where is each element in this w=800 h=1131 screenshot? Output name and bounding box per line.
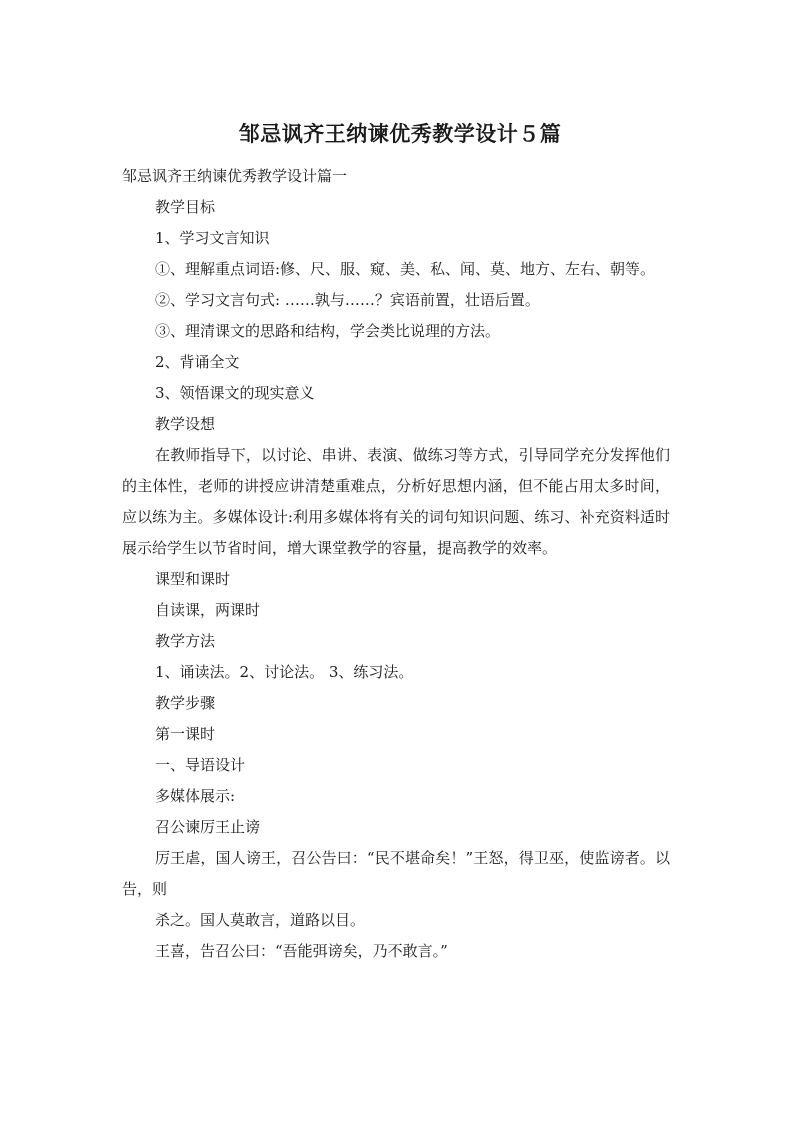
document-title: 邹忌讽齐王纳谏优秀教学设计５篇 — [238, 122, 562, 146]
paragraph: 教学方法 — [155, 632, 216, 650]
paragraph: 3、领悟课文的现实意义 — [155, 384, 315, 402]
document-body — [122, 161, 670, 967]
paragraph: 课型和课时 — [155, 570, 231, 588]
paragraph: 召公谏厉王止谤 — [155, 818, 261, 836]
paragraph: 杀之。国人莫敢言，道路以目。 — [155, 911, 366, 929]
paragraph: 教学步骤 — [155, 694, 216, 712]
paragraph: 2、背诵全文 — [155, 353, 240, 371]
paragraph: ②、学习文言句式: ……孰与……？宾语前置，壮语后置。 — [155, 291, 540, 309]
paragraph: 1、学习文言知识 — [155, 229, 270, 247]
paragraph: 厉王虐，国人谤王，召公告曰：“民不堪命矣！”王怒，得卫巫，使监谤者。以告，则 — [122, 849, 670, 898]
paragraph: 王喜，告召公曰：“吾能弭谤矣，乃不敢言。” — [155, 942, 448, 960]
paragraph: 自读课，两课时 — [155, 601, 261, 619]
paragraph: 1、诵读法。2、讨论法。 3、练习法。 — [155, 663, 414, 681]
paragraph: 教学目标 — [155, 198, 216, 216]
paragraph: 第一课时 — [155, 725, 216, 743]
paragraph: 多媒体展示: — [155, 787, 236, 805]
paragraph: 在教师指导下，以讨论、串讲、表演、做练习等方式，引导同学充分发挥他们的主体性，老师的讲授应讲清楚重难点，分析好思想内涵，但不能占用太多时间，应以练为主。多媒体设计:利用多媒体将有关的词句知识问题、练习、补充资料适时展示给学生以节省时间，增大课堂教学的容量，提高教学的效率。 — [122, 446, 670, 557]
section-heading: 邹忌讽齐王纳谏优秀教学设计篇一 — [122, 167, 348, 185]
paragraph: ③、理清课文的思路和结构，学会类比说理的方法。 — [155, 322, 501, 340]
paragraph: 教学设想 — [155, 415, 216, 433]
paragraph: ①、理解重点词语:修、尺、服、窥、美、私、闻、莫、地方、左右、朝等。 — [155, 260, 656, 278]
paragraph: 一、导语设计 — [155, 756, 246, 774]
